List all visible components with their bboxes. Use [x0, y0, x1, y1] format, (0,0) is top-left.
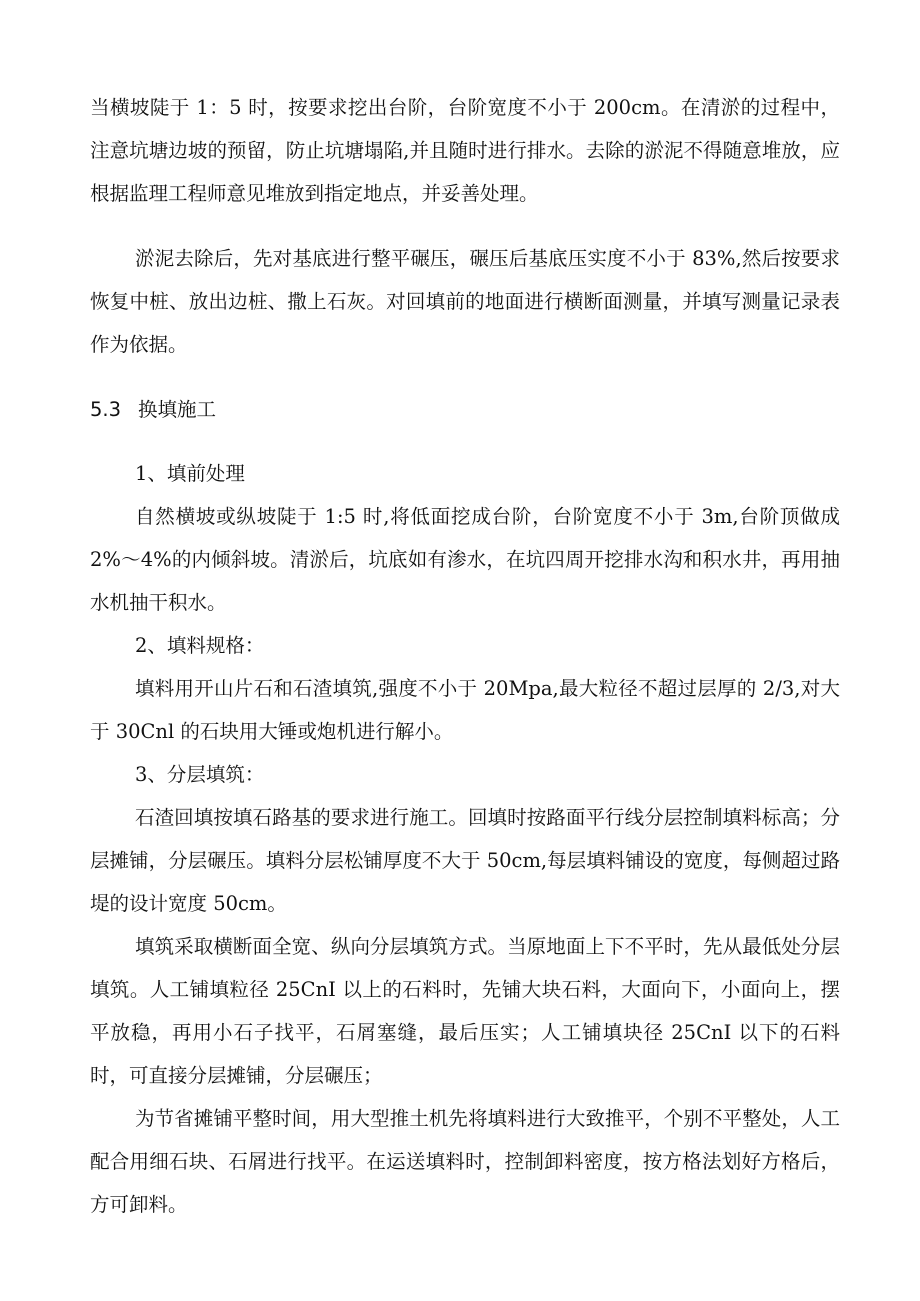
paragraph-silt-removal: 淤泥去除后，先对基底进行整平碾压，碾压后基底压实度不小于 83%,然后按要求恢复中桩、放出边桩、撒上石灰。对回填前的地面进行横断面测量，并填写测量记录表作为依据。 — [90, 247, 840, 356]
paragraph-leveling: 为节省摊铺平整时间，用大型推土机先将填料进行大致推平，个别不平整处，人工配合用细石块、石屑进行找平。在运送填料时，控制卸料密度，按方格法划好方格后，方可卸料。 — [90, 1107, 840, 1216]
subheading-pretreatment: 1、填前处理 — [135, 462, 245, 485]
subheading-fill-spec: 2、填料规格： — [135, 634, 265, 657]
paragraph-pretreatment: 自然横坡或纵坡陡于 1:5 时,将低面挖成台阶，台阶宽度不小于 3m,台阶顶做成2%～4%的内倾斜坡。清淤后，坑底如有渗水，在坑四周开挖排水沟和积水井，再用抽水机抽干积水。 — [90, 505, 840, 614]
section-heading — [90, 388, 216, 431]
paragraph-fill-method: 填筑采取横断面全宽、纵向分层填筑方式。当原地面上下不平时，先从最低处分层填筑。人工铺填粒径 25CnI 以上的石料时，先铺大块石料，大面向下，小面向上，摆平放稳，再用小石子找平，石屑塞缝，最后压实；人工铺填块径 25CnI 以下的石料时，可直接分层摊铺，分层碾压； — [90, 935, 840, 1087]
paragraph-backfill: 石渣回填按填石路基的要求进行施工。回填时按路面平行线分层控制填料标高；分层摊铺，分层碾压。填料分层松铺厚度不大于 50cm,每层填料铺设的宽度，每侧超过路堤的设计宽度 50cm。 — [90, 806, 840, 915]
paragraph-fill-spec: 填料用开山片石和石渣填筑,强度不小于 20Mpa,最大粒径不超过层厚的 2/3,对大于 30Cnl 的石块用大锤或炮机进行解小。 — [90, 677, 840, 743]
section-number: 5.3 — [90, 398, 122, 421]
section-title: 换填施工 — [138, 398, 217, 421]
paragraph-slope-steps: 当横坡陡于 1：5 时，按要求挖出台阶，台阶宽度不小于 200cm。在清淤的过程中，注意坑塘边坡的预留，防止坑塘塌陷,并且随时进行排水。去除的淤泥不得随意堆放，应根据监理工程师意见堆放到指定地点，并妥善处理。 — [90, 96, 840, 205]
subheading-layered-fill: 3、分层填筑： — [135, 763, 265, 786]
